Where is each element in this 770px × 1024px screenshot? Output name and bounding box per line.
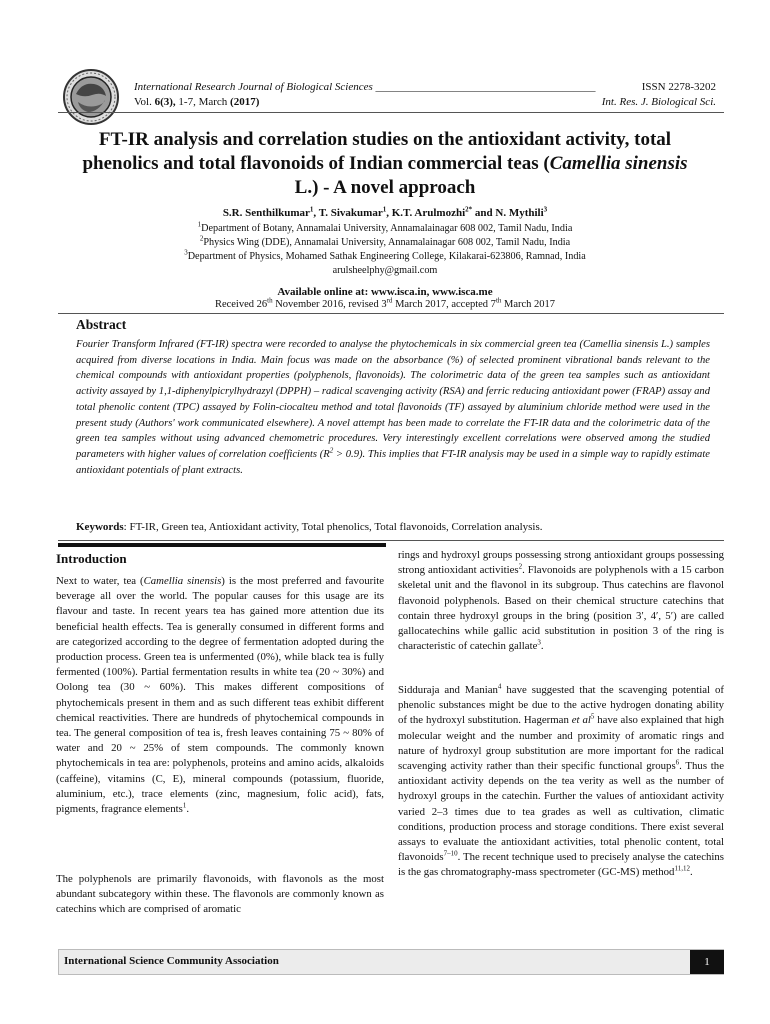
intro-paragraph-2: The polyphenols are primarily flavonoids, with flavonols as the most abundant subcategory within these. The flavonols are commonly known as catechins which are comprised of aromatic	[56, 873, 384, 916]
page-number: 1	[690, 950, 724, 974]
intro-text: rings and hydroxyl groups possessing strong antioxidant groups possessing strong antioxidant activities	[398, 549, 724, 577]
paper-title	[60, 128, 710, 200]
intro-paragraph-3	[398, 548, 724, 654]
affil-text: Department of Physics, Mohamed Sathak Engineering College, Kilakarai-623806, Ramnad, India	[187, 251, 586, 262]
citation-mark: 1	[182, 801, 187, 810]
affil-mark: 2	[199, 234, 204, 243]
intro-species: Camellia sinensis	[143, 575, 222, 587]
author-affil-mark: 3	[543, 205, 548, 214]
citation-mark: 4	[497, 682, 502, 691]
author-affil-mark: 1	[382, 205, 387, 214]
title-line-2	[60, 152, 710, 176]
accepted-text: March 2017, accepted 7	[392, 299, 496, 310]
title-line-1: FT-IR analysis and correlation studies on the antioxidant activity, total	[98, 129, 672, 150]
affil-mark: 1	[197, 220, 202, 229]
footer-organization: International Science Community Association	[64, 955, 279, 967]
intro-text: .	[540, 640, 544, 653]
issn: ISSN 2278-3202	[641, 81, 716, 93]
intro-text: have also explained that high molecular weight and the number and proximity of aromatic rings and nature of hydroxyl group substitution are more important for the radical scavenging activity rather than their specific functional groups	[398, 714, 725, 773]
volume-prefix: Vol.	[134, 96, 155, 108]
intro-text: .	[689, 866, 693, 879]
author-name: , T. Sivakumar	[313, 207, 383, 219]
journal-abbrev: Int. Res. J. Biological Sci.	[601, 96, 716, 108]
section-marker	[58, 543, 386, 547]
intro-text: have suggested that the scavenging potential of phenolic substances might be due to the active hydrogen donating ability of the hydroxyl substitution. Hagerman	[398, 684, 724, 727]
author-list	[60, 207, 710, 219]
accepted-date: March 2017	[501, 299, 556, 310]
keywords-text: : FT-IR, Green tea, Antioxidant activity, Total phenolics, Total flavonoids, Correlation analysis.	[123, 521, 543, 533]
abstract-sup: 2	[329, 446, 334, 455]
introduction-heading: Introduction	[56, 551, 127, 566]
title-species: Camellia sinensis	[549, 153, 688, 174]
intro-paragraph-1	[56, 574, 384, 817]
journal-logo-icon	[62, 68, 120, 126]
volume-year: (2017)	[230, 96, 260, 108]
title-line-2-text: phenolics and total flavonoids of Indian commercial teas (	[82, 153, 550, 174]
abstract-rule	[58, 313, 724, 314]
volume-info	[134, 95, 259, 109]
author-affil-mark: 1	[309, 205, 314, 214]
intro-text: ) is the most preferred and favourite beverage all over the world. The popular causes for this usage are its flavour and taste. In recent years tea has gained more attention due its beneficial health effects. Tea is generally consumed in different forms and are categorized according to the degree of fermentation adopted during the production process. Green tea is unfermented (0%), while black tea is fully fermented (100%). Partial fermentation results in white tea (20 ~ 30%) and Oolong tea (30 ~ 60%). This makes different compositions of phytochemicals present in them and as such different teas exhibit different chemical reactivities. There are hundreds of phytochemical compounds in tea. The general composition of tea is, fresh leaves containing 75 ~ 80% of water and 20 ~ 25% of stem compounds. The commonly known phytochemicals in tea are: polyphenols, proteins and amino acids, alkaloids (caffeine), vitamins (C, E), mineral compounds (potassium, fluoride, aluminium, etc.), trace elements (zinc, magnesium, folic acid), fats, pigments, fragrance elements	[56, 575, 384, 816]
citation-mark: 11,12	[674, 864, 690, 873]
author-name: and N. Mythili	[472, 207, 544, 219]
intro-text: . Flavonoids are polyphenols with a 15 carbon skeletal unit and the flavonol in its subgroup. Thus catechins are flavonol flavonoid polyphenols. Based on their chemical structure catechins that contain three hydroxyl groups in the bring (position 3′, 4′, 5′) are called gallocatechins while gallic acid substitution in position 3 of the ring is characteristic of catechin gallate	[398, 564, 724, 653]
abstract-heading: Abstract	[76, 317, 127, 332]
citation-mark: 2	[518, 562, 523, 571]
corresponding-email[interactable]: arulsheelphy@gmail.com	[332, 265, 438, 276]
affiliation-3	[60, 250, 710, 264]
intro-paragraph-4	[398, 683, 724, 881]
citation-mark: 3	[537, 638, 541, 647]
intro-etal: et al	[571, 714, 591, 727]
abstract-body	[76, 337, 710, 478]
intro-text: Next to water, tea (	[56, 575, 144, 587]
intro-rule	[58, 540, 724, 541]
available-online: Available online at: www.isca.in, www.isca.me	[277, 286, 493, 298]
author-name: S.R. Senthilkumar	[222, 207, 310, 219]
journal-name: International Research Journal of Biological Sciences ________________________________________	[134, 81, 596, 93]
received-text: Received 26	[214, 299, 268, 310]
affiliation-1	[60, 222, 710, 236]
abstract-text: Fourier Transform Infrared (FT-IR) spectra were recorded to analyse the phytochemicals in six commercial green tea (Camellia sinensis L.) samples acquired from diverse locations in India. Main focus was made on the absorbance (%) of selected prominent vibrational bands relevant to the chemical compounds with antioxidant properties (polyphenols, flavonoids). The colorimetric data of the green tea samples such as antioxidant activity assayed by 1,1-diphenylpicrylhydrazyl (DPPH) – radical scavenging activity (RSA) and ferric reducing antioxidant power (FRAP) assay and total phenolic content (TPC) assayed by Folin-ciocalteu method and total flavonoids (TF) assayed by aluminium chloride method were used in the present study (Authors' work communicated elsewhere). A novel attempt has been made to correlate the FT-IR data and the colorimetric data of the green tea samples without using advanced chemometric procedures. Very interestingly excellent correlations were observed among the studied parameters with higher values of correlation coefficients (R	[76, 339, 710, 460]
author-affil-mark: 2*	[465, 205, 473, 214]
revised-text: November 2016, revised 3	[272, 299, 387, 310]
author-name: , K.T. Arulmozhi	[386, 207, 466, 219]
ordinal-mark: th	[267, 296, 273, 305]
volume-pages: 1-7, March	[175, 96, 231, 108]
citation-mark: 6	[675, 758, 680, 767]
citation-mark: 5	[590, 712, 595, 721]
keywords-label: Keywords	[76, 521, 124, 533]
affil-text: Department of Botany, Annamalai University, Annamalainagar 608 002, Tamil Nadu, India	[201, 223, 573, 234]
affil-mark: 3	[184, 248, 188, 257]
abstract-text-end: > 0.9). This implies that FT-IR analysis may be used in a simple way to rapidly estimate antioxidant potentials of plant extracts.	[76, 448, 710, 476]
ordinal-mark: rd	[386, 296, 393, 305]
affiliation-2	[60, 236, 710, 250]
header-rule	[58, 112, 724, 113]
volume-number: 6(3),	[154, 96, 176, 108]
received-dates	[60, 296, 710, 310]
intro-text: . Thus the antioxidant activity depends on the tea verity as well as the number of hydroxyl groups in the catechin. Further the values of antioxidant activity varied 2–3 times due to tea grades as well as cultivation, climatic conditions, production process and storage conditions. There exist several assays to evaluate the antioxidant activities, total phenolic content, total flavonoids	[398, 760, 724, 864]
title-line-3: L.) - A novel approach	[294, 177, 476, 198]
keywords	[76, 521, 710, 533]
intro-text: Sidduraja and Manian	[398, 684, 498, 696]
intro-text: . The recent technique used to precisely analyse the catechins is the gas chromatography-mass spectrometer (GC-MS) method	[398, 851, 724, 879]
affil-text: Physics Wing (DDE), Annamalai University, Annamalainagar 608 002, Tamil Nadu, India	[203, 237, 571, 248]
intro-text: .	[186, 803, 190, 816]
ordinal-mark: th	[495, 296, 502, 305]
citation-mark: 7–10	[443, 849, 458, 858]
